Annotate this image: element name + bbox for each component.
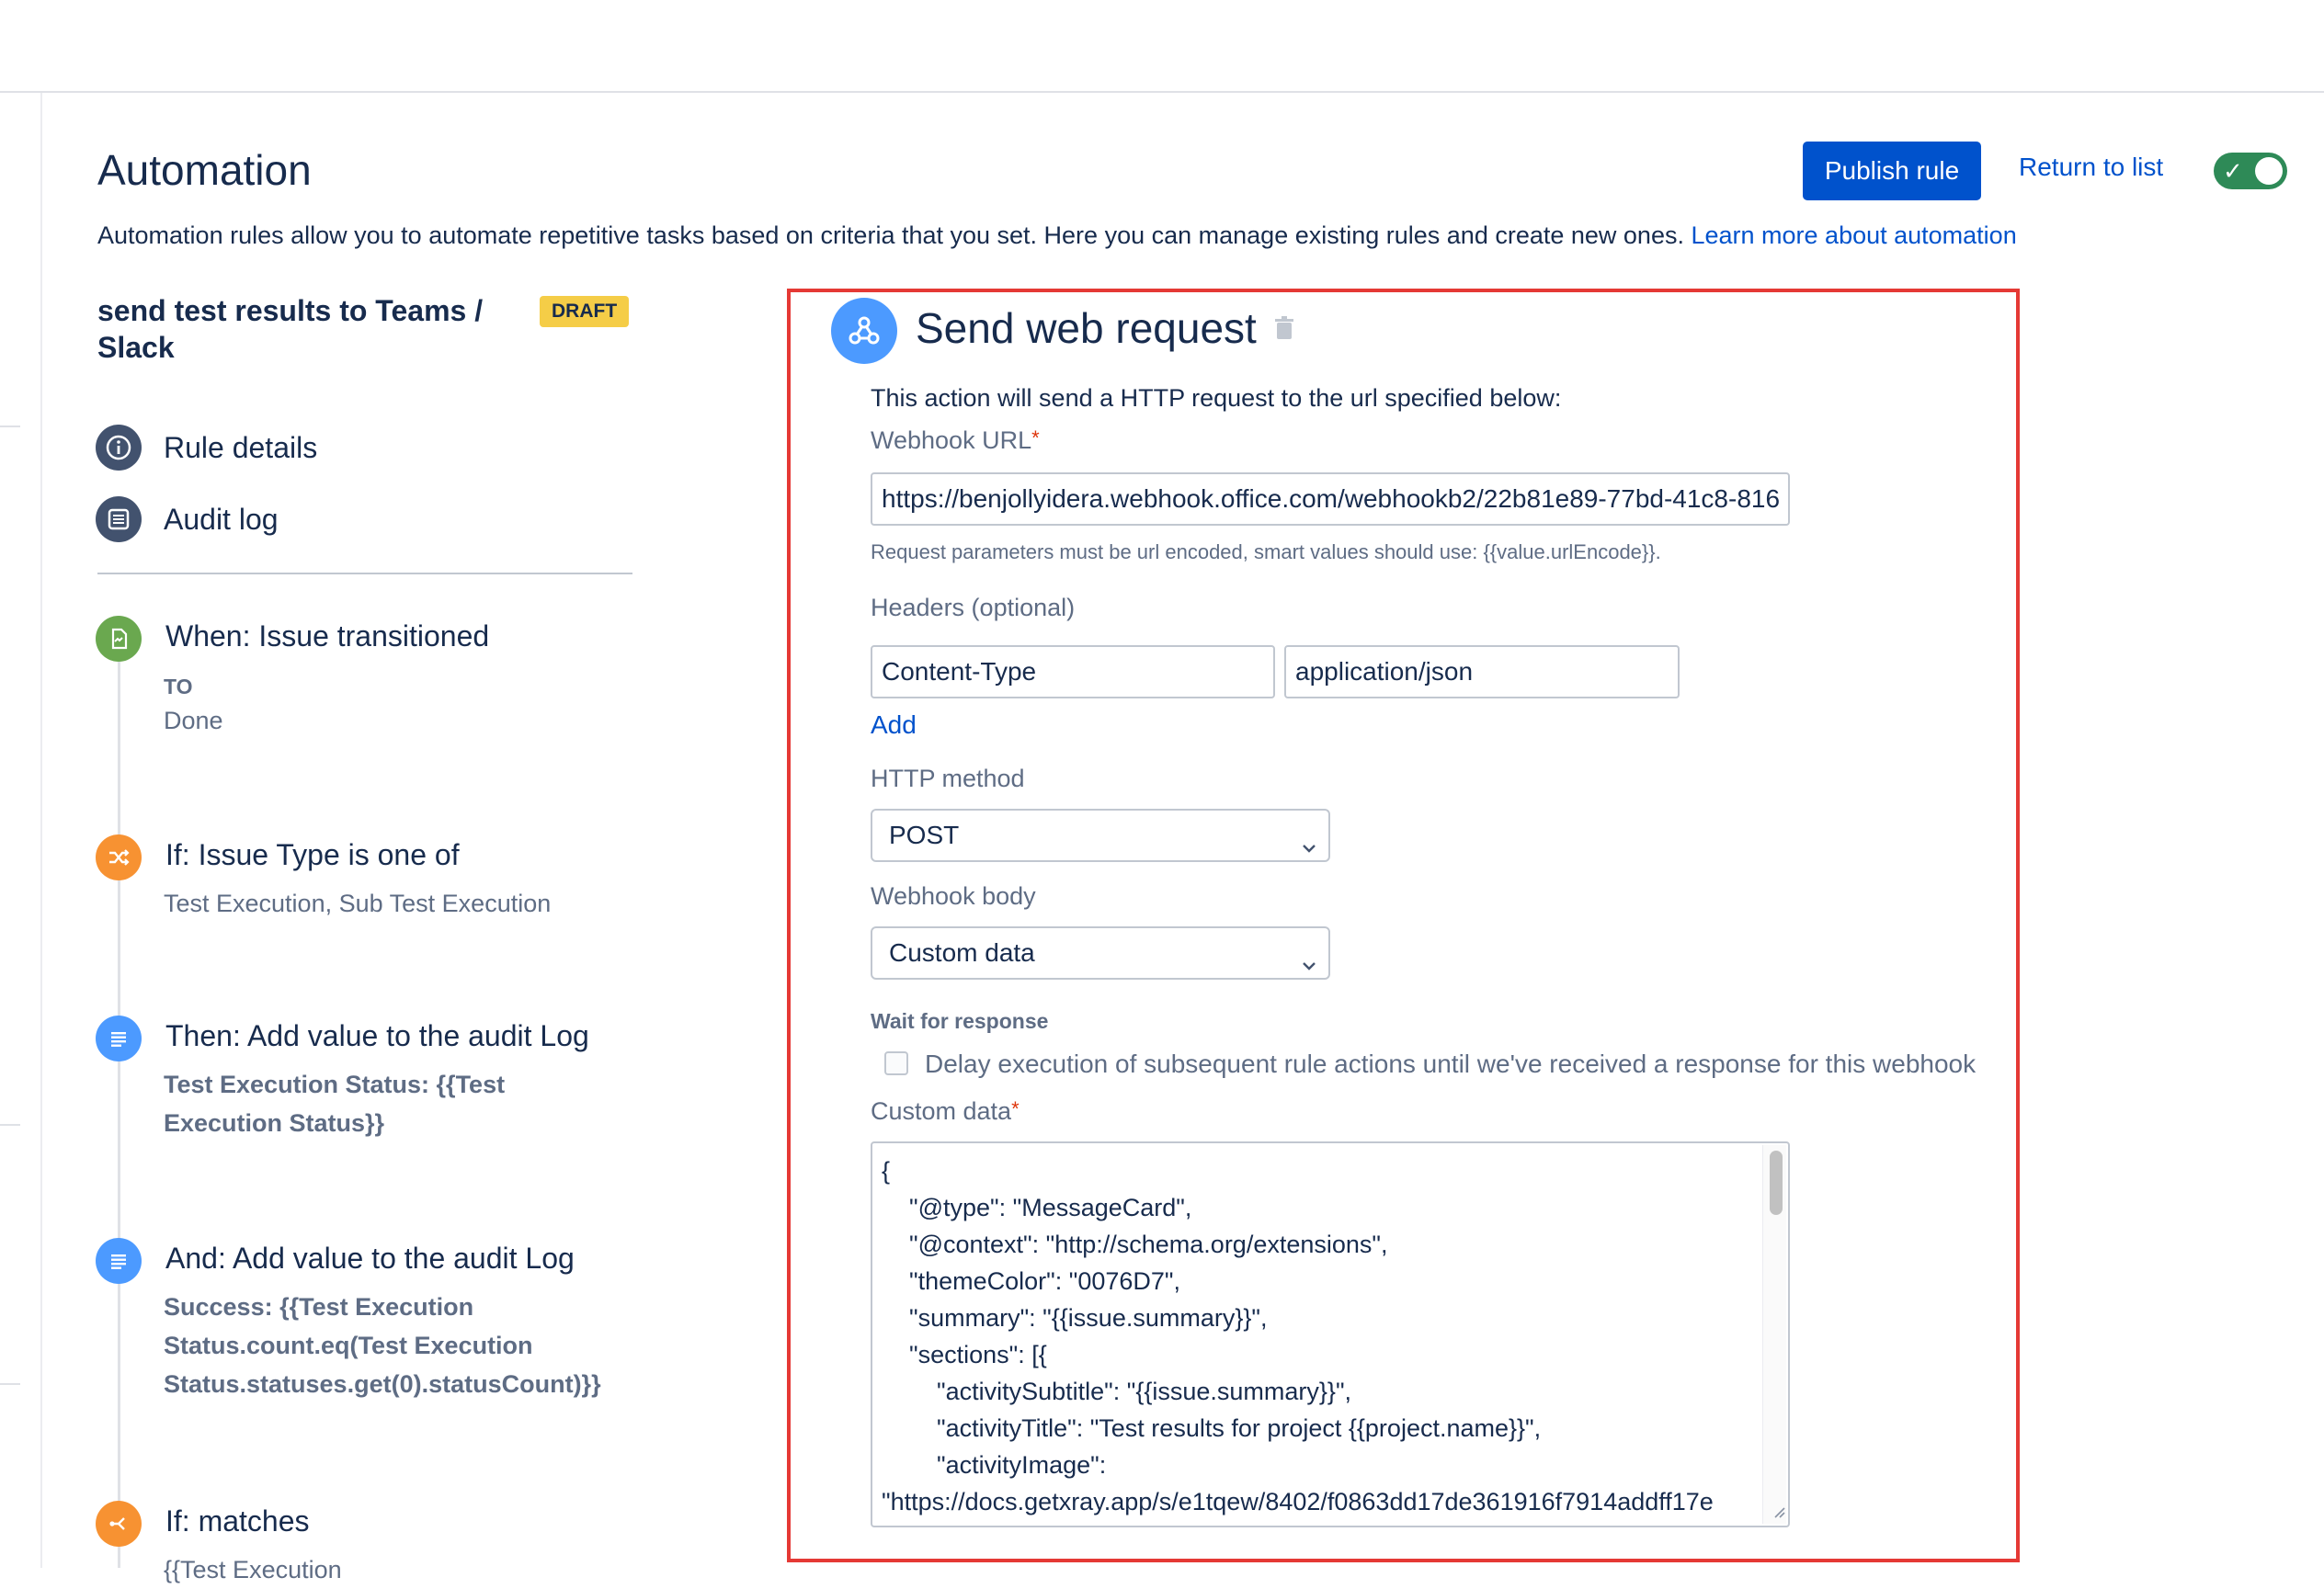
- http-method-label: HTTP method: [871, 765, 1025, 792]
- send-web-request-panel: [787, 289, 2020, 1562]
- code-line: {: [882, 1157, 891, 1185]
- required-marker: *: [1031, 426, 1040, 449]
- scrollbar-thumb[interactable]: [1770, 1151, 1783, 1215]
- audit-log-action-icon: [96, 1238, 142, 1284]
- page-title: Automation: [97, 146, 312, 194]
- rule-enabled-toggle[interactable]: [2214, 153, 2287, 189]
- trigger-step[interactable]: [96, 616, 647, 763]
- return-to-list-link[interactable]: Return to list: [2019, 153, 2164, 181]
- header-value-input[interactable]: application/json: [1284, 645, 1680, 698]
- trash-icon[interactable]: [1274, 316, 1294, 345]
- rule-name: send test results to Teams / Slack: [97, 294, 484, 364]
- publish-rule-button[interactable]: Publish rule: [1803, 142, 1981, 200]
- webhook-body-value: Custom data: [889, 938, 1035, 967]
- status-badge: DRAFT: [540, 296, 629, 327]
- rail-divider: [0, 1383, 20, 1385]
- webhook-url-input[interactable]: https://benjollyidera.webhook.office.com/webhookb2/22b81e89-77bd-41c8-816: [871, 472, 1790, 526]
- required-marker: *: [1011, 1097, 1020, 1120]
- code-line: "https://docs.getxray.app/s/e1tqew/8402/f0863dd17de361916f7914addff17e: [882, 1488, 1714, 1515]
- left-sidebar-rail: [0, 93, 42, 1568]
- info-icon: [96, 425, 142, 471]
- webhook-body-select[interactable]: [871, 926, 1330, 980]
- condition-step-issue-type[interactable]: [96, 834, 647, 936]
- code-line: "@type": "MessageCard",: [882, 1194, 1192, 1221]
- code-line: "themeColor": "0076D7",: [882, 1267, 1180, 1295]
- rail-divider: [0, 1124, 20, 1126]
- custom-data-label: [871, 1097, 1020, 1126]
- nav-rule-details[interactable]: [96, 425, 317, 471]
- action-title: Then: Add value to the audit Log: [165, 1019, 589, 1052]
- condition-title: If: matches: [165, 1504, 310, 1538]
- check-icon: ✓: [2223, 157, 2243, 185]
- audit-log-action-icon: [96, 1016, 142, 1061]
- http-method-value: POST: [889, 821, 960, 849]
- webhook-body-label: Webhook body: [871, 882, 1036, 910]
- shuffle-icon: [96, 834, 142, 880]
- add-header-link[interactable]: Add: [871, 710, 917, 739]
- delay-execution-checkbox[interactable]: [884, 1051, 908, 1075]
- custom-data-label-text: Custom data: [871, 1097, 1012, 1125]
- trigger-to-value: Done: [164, 707, 223, 734]
- wait-for-response-label: Wait for response: [871, 1009, 1049, 1033]
- action-step-audit-log-1[interactable]: [96, 1016, 647, 1144]
- condition-detail: Test Execution, Sub Test Execution: [164, 890, 552, 917]
- learn-more-link[interactable]: Learn more about automation: [1691, 221, 2017, 249]
- trigger-icon: [96, 616, 142, 662]
- webhook-icon: [831, 298, 897, 364]
- code-line: "sections": [{: [882, 1341, 1047, 1368]
- condition-detail: {{Test Execution: [164, 1556, 342, 1583]
- headers-label: Headers (optional): [871, 594, 1076, 621]
- condition-step-matches[interactable]: [96, 1501, 647, 1583]
- action-detail: Success: {{Test Execution Status.count.eq(Test Execution Status.statuses.get(0).statusCount)}}: [164, 1293, 601, 1398]
- custom-data-content: [882, 1152, 1714, 1520]
- http-method-select[interactable]: [871, 809, 1330, 862]
- header-key-input[interactable]: Content-Type: [871, 645, 1275, 698]
- description-text: Automation rules allow you to automate repetitive tasks based on criteria that you set. Here you can manage existing rules and create new ones.: [97, 221, 1684, 249]
- code-line: "activityTitle": "Test results for project {{project.name}}",: [882, 1414, 1542, 1442]
- action-title: And: Add value to the audit Log: [165, 1242, 575, 1275]
- page-description: [97, 221, 2017, 250]
- code-line: "activitySubtitle": "{{issue.summary}}",: [882, 1378, 1352, 1405]
- action-step-audit-log-2[interactable]: [96, 1238, 647, 1403]
- resize-handle-icon[interactable]: [1770, 1503, 1786, 1524]
- nav-audit-log[interactable]: [96, 496, 279, 542]
- audit-log-icon: [96, 496, 142, 542]
- code-line: "activityImage":: [882, 1451, 1107, 1479]
- panel-title: Send web request: [916, 304, 1257, 352]
- trigger-title: When: Issue transitioned: [165, 619, 490, 653]
- toggle-knob: [2255, 157, 2283, 185]
- code-line: "summary": "{{issue.summary}}",: [882, 1304, 1268, 1332]
- top-navigation-bar: [0, 0, 2324, 93]
- condition-title: If: Issue Type is one of: [165, 838, 460, 871]
- webhook-url-label: [871, 426, 1040, 455]
- trigger-to-label: TO: [164, 675, 193, 698]
- code-line: "@context": "http://schema.org/extensions",: [882, 1231, 1388, 1258]
- chevron-down-icon: [1299, 943, 1319, 993]
- textarea-scrollbar[interactable]: [1762, 1145, 1786, 1524]
- nav-rule-details-label: Rule details: [164, 430, 318, 464]
- delay-execution-label: Delay execution of subsequent rule actions until we've received a response for this webhook: [925, 1050, 1977, 1078]
- action-detail: Test Execution Status: {{Test Execution Status}}: [164, 1071, 506, 1137]
- panel-intro: This action will send a HTTP request to the url specified below:: [871, 384, 1562, 412]
- url-help-text: Request parameters must be url encoded, smart values should use: {{value.urlEncode}}.: [871, 540, 1661, 563]
- custom-data-textarea[interactable]: [871, 1141, 1790, 1527]
- branch-icon: [96, 1501, 142, 1547]
- rail-divider: [0, 426, 20, 427]
- nav-audit-log-label: Audit log: [164, 502, 279, 536]
- sidebar-divider: [97, 573, 632, 574]
- chevron-down-icon: [1299, 825, 1319, 875]
- webhook-url-label-text: Webhook URL: [871, 426, 1032, 454]
